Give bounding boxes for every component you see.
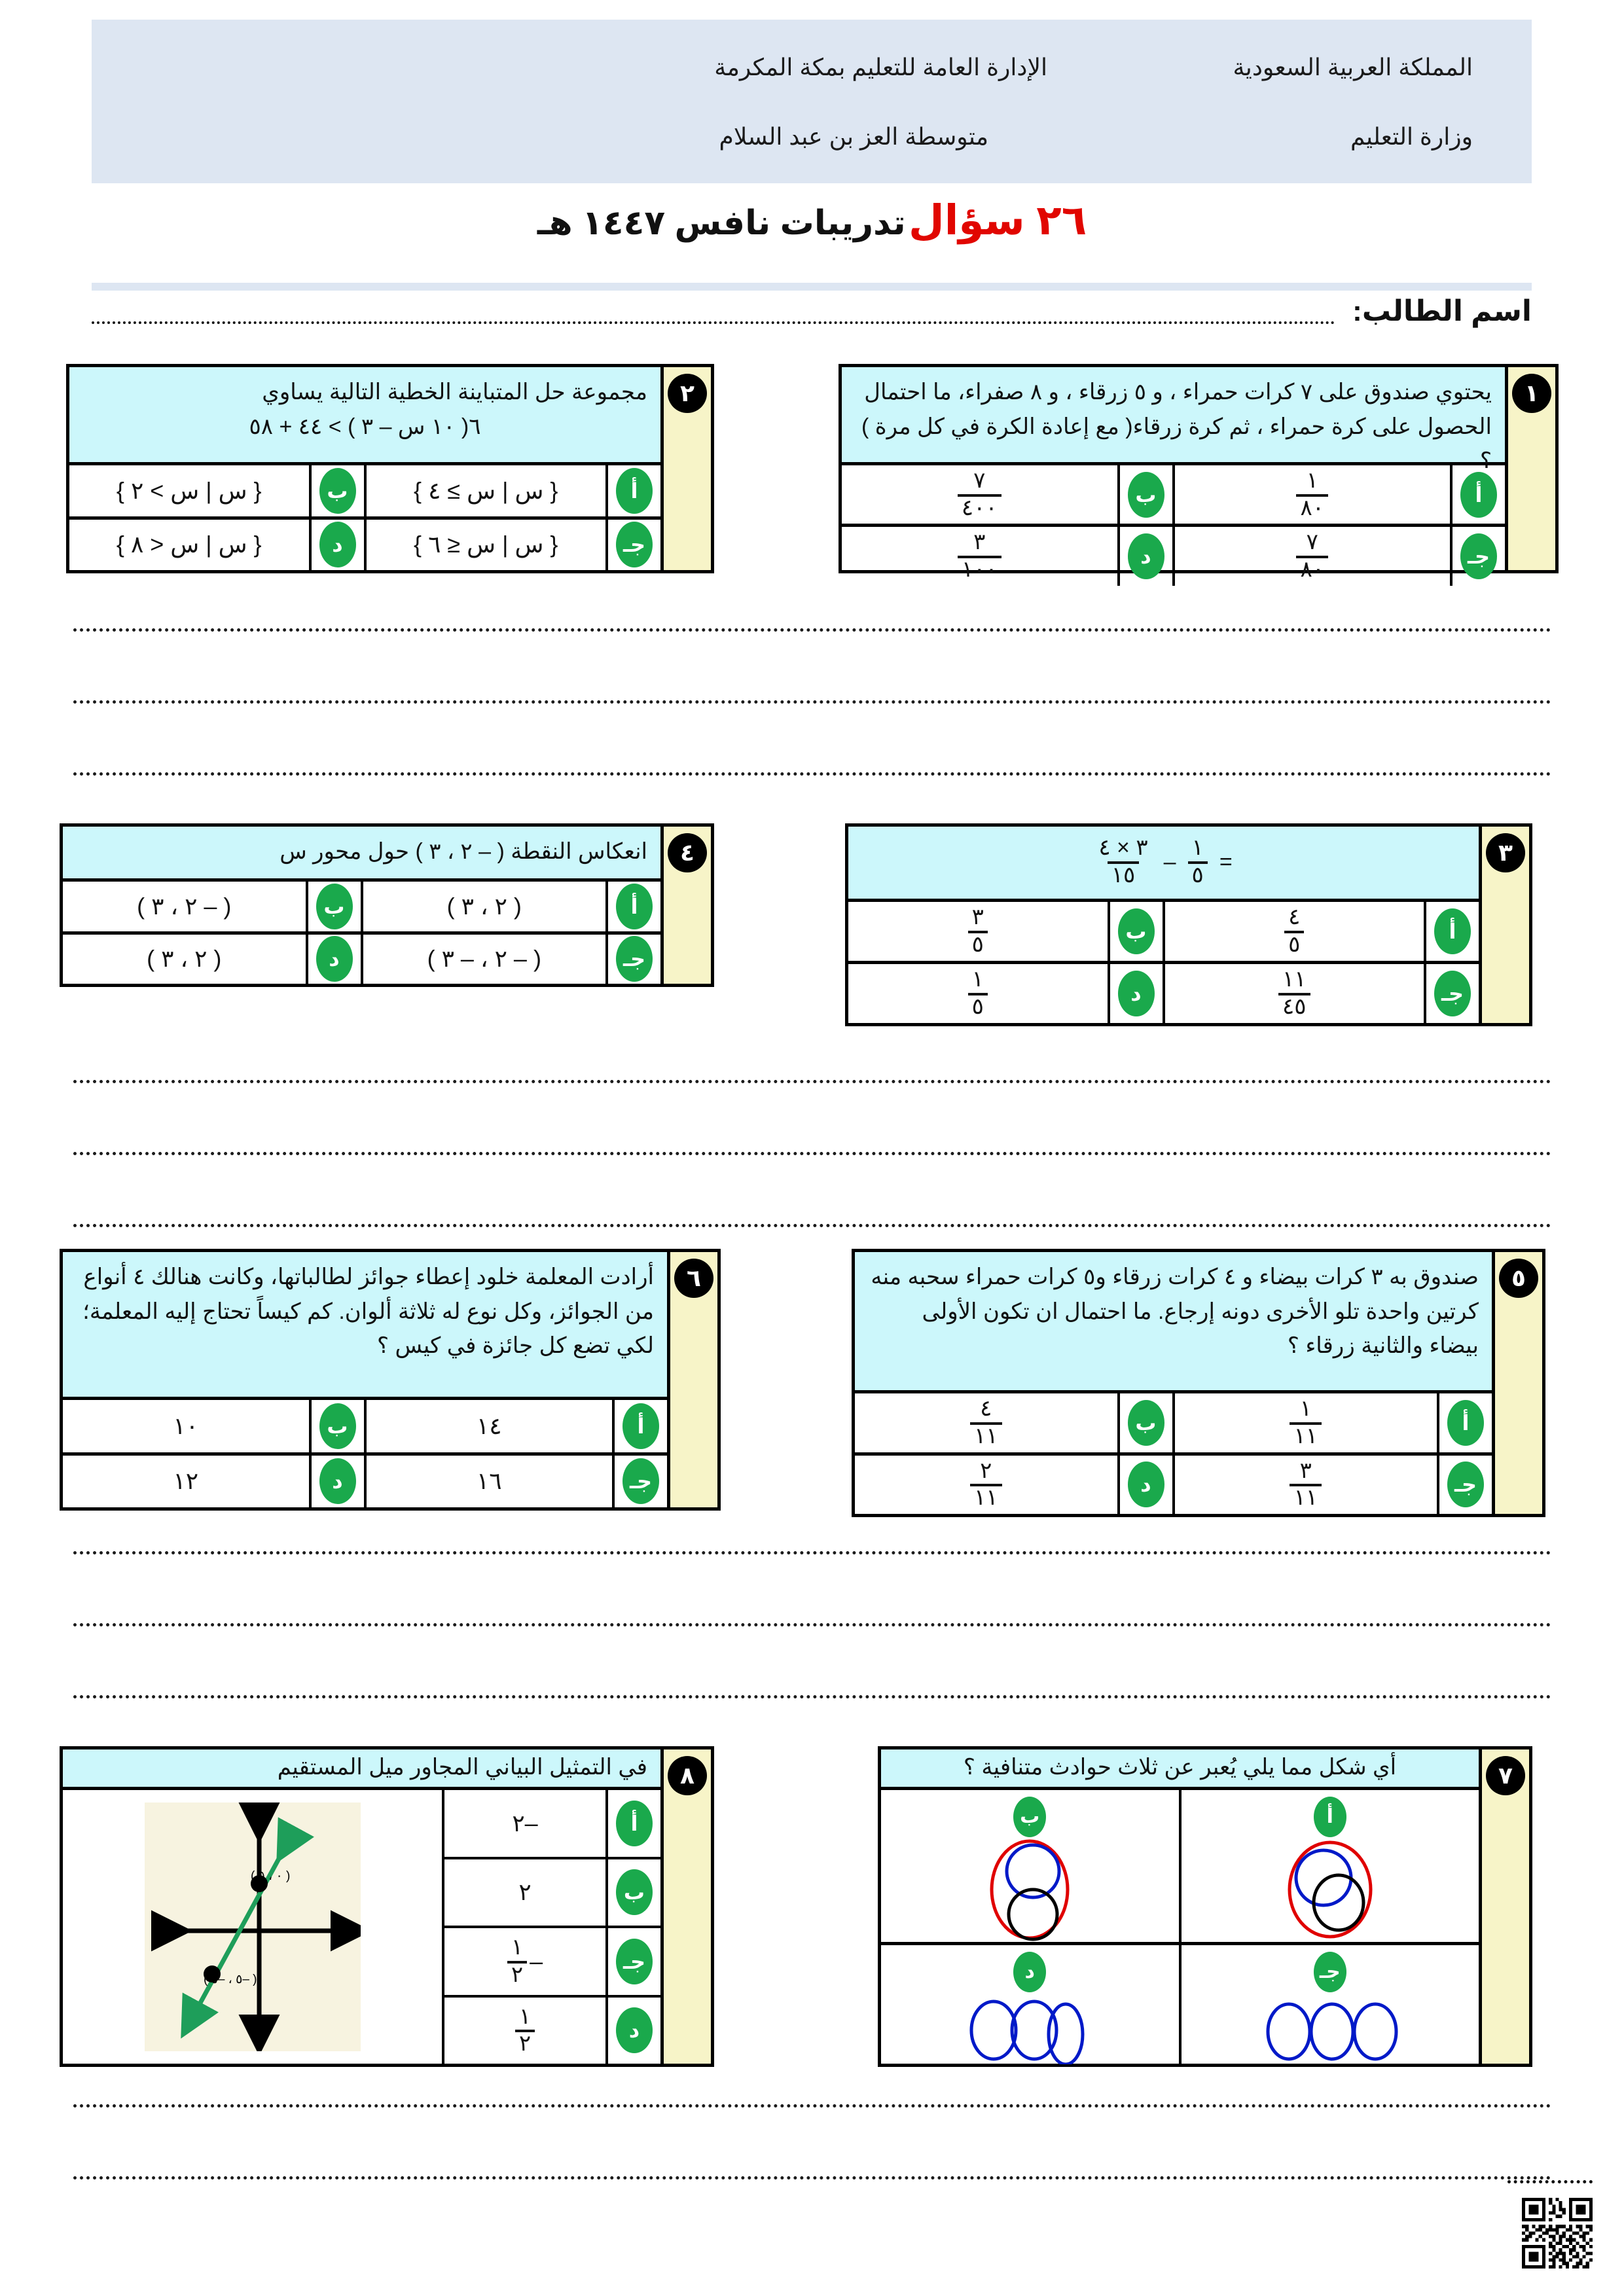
option-a[interactable]	[1165, 902, 1479, 961]
question-number-badge: ٣	[1486, 833, 1525, 872]
qr-code[interactable]	[1522, 2198, 1593, 2269]
question-stem-line1: مجموعة حل المتباينة الخطية التالية يساوي	[262, 380, 647, 404]
question-block-4	[60, 823, 714, 987]
question-number-badge: ٢	[668, 374, 707, 413]
question-number-sidebar	[1479, 1749, 1529, 2064]
option-value: $\frac{١١}{٤٥}$	[1165, 964, 1424, 1023]
option-key: أ	[605, 882, 660, 931]
option-key: جـ	[1314, 1952, 1346, 1992]
option-key: أ	[605, 1790, 660, 1857]
option-b[interactable]	[842, 465, 1175, 524]
option-d[interactable]	[63, 1456, 367, 1508]
header-directorate: الإدارة العامة للتعليم بمكة المكرمة	[714, 54, 1047, 81]
title-divider-band	[92, 283, 1532, 291]
option-key: ب	[1117, 1393, 1172, 1452]
option-d[interactable]	[855, 1456, 1175, 1514]
answer-line	[73, 628, 1551, 632]
question-block-2	[66, 364, 714, 573]
header-kingdom: المملكة العربية السعودية	[1233, 54, 1473, 81]
option-value: ( ٢ ، ٣ )	[446, 892, 522, 920]
question-number-badge: ١	[1512, 374, 1551, 413]
option-row	[881, 1942, 1479, 2064]
option-value: $\frac{٧}{٨٠}$	[1175, 527, 1451, 585]
option-c[interactable]	[1175, 1456, 1492, 1514]
option-row	[842, 465, 1505, 524]
title-question-count: ٢٦ سؤال	[909, 198, 1087, 243]
option-c[interactable]	[367, 520, 661, 571]
option-value: $\frac{١}{٨٠}$	[1175, 465, 1451, 524]
question-number-sidebar	[660, 827, 711, 984]
option-key: د	[309, 1456, 364, 1508]
option-b[interactable]	[444, 1857, 660, 1926]
option-value: ( ٢ ، ٣ )	[147, 945, 222, 973]
question-number-badge: ٧	[1486, 1756, 1525, 1795]
question-stem: أي شكل مما يلي يُعبر عن ثلاث حوادث متنافية ؟	[881, 1749, 1479, 1790]
question-stem: انعكاس النقطة ( – ٢ ، ٣ ) حول محور س	[63, 827, 660, 882]
question-number-badge: ٨	[668, 1756, 707, 1795]
option-b[interactable]	[69, 465, 367, 516]
option-key: د	[306, 935, 361, 984]
question-number-sidebar	[660, 1749, 711, 2064]
option-key: د	[309, 520, 364, 571]
option-value: { س | س ≥ ٤ }	[414, 476, 558, 504]
answer-line	[73, 1623, 1551, 1626]
question-block-7	[878, 1746, 1532, 2067]
option-value: $\frac{٤}{١١}$	[855, 1393, 1117, 1452]
option-b[interactable]	[63, 1400, 367, 1452]
option-row	[63, 1400, 667, 1452]
question-stem: يحتوي صندوق على ٧ كرات حمراء ، و ٥ زرقاء ، و ٨ صفراء، ما احتمال الحصول على كرة حمراء ، ثم كرة زرقاء( مع إعادة الكرة في كل مرة ) ؟	[842, 367, 1505, 465]
option-key: أ	[1437, 1393, 1492, 1452]
minus-sign: –	[530, 1947, 543, 1975]
option-key: جـ	[605, 935, 660, 984]
option-d[interactable]	[842, 527, 1175, 585]
option-key: د	[1117, 527, 1172, 585]
option-row	[69, 465, 660, 516]
option-value: ( – ٢ ، – ٣ )	[427, 945, 541, 973]
option-d[interactable]	[848, 964, 1165, 1023]
option-b[interactable]	[855, 1393, 1175, 1452]
option-row	[848, 961, 1479, 1023]
option-c[interactable]	[367, 1456, 668, 1508]
option-value: $\frac{٢}{١١}$	[855, 1456, 1117, 1514]
answer-line	[73, 1695, 1551, 1698]
option-d[interactable]	[881, 1945, 1182, 2064]
option-value: $\frac{١}{٥}$	[848, 964, 1108, 1023]
option-value: ١٤	[476, 1412, 502, 1439]
option-b[interactable]	[881, 1790, 1182, 1942]
qr-dots-decoration	[1507, 2180, 1593, 2187]
option-row	[842, 524, 1505, 585]
option-value: $\frac{١}{١١}$	[1175, 1393, 1437, 1452]
venn-diagram-a	[1182, 1837, 1479, 1942]
question-number-badge: ٤	[668, 833, 707, 872]
question-number-sidebar	[1505, 367, 1555, 570]
header-school: متوسطة العز بن عبد السلام	[719, 123, 988, 150]
answer-line	[73, 1080, 1551, 1083]
minus-sign: –	[1163, 849, 1176, 874]
question-block-1	[839, 364, 1559, 583]
option-key: أ	[1314, 1797, 1346, 1837]
option-value: $\frac{١}{٢}$	[444, 1998, 605, 2064]
venn-diagram-b	[881, 1837, 1179, 1942]
option-row	[69, 516, 660, 571]
question-stem-line2: ٦( ١٠ س – ٣ ) > ٤٤ + ٥٨	[249, 414, 481, 439]
option-value: $\frac{٤}{٥}$	[1165, 902, 1424, 961]
option-value: ١٦	[476, 1467, 502, 1495]
header-ministry: وزارة التعليم	[1350, 123, 1473, 150]
option-row	[881, 1790, 1479, 1942]
option-row	[63, 882, 660, 931]
question-stem: في التمثيل البياني المجاور ميل المستقيم	[63, 1749, 660, 1790]
answer-line	[73, 700, 1551, 704]
question-block-3	[845, 823, 1532, 1026]
option-a[interactable]	[1175, 465, 1506, 524]
option-value: –٢	[512, 1809, 538, 1837]
option-a[interactable]	[367, 465, 661, 516]
option-row	[63, 931, 660, 984]
option-a[interactable]	[1175, 1393, 1492, 1452]
option-b[interactable]	[63, 882, 363, 931]
question-number-sidebar	[1492, 1252, 1542, 1514]
option-key: جـ	[605, 520, 660, 571]
option-a[interactable]	[367, 1400, 668, 1452]
option-key: أ	[605, 465, 660, 516]
option-c[interactable]	[363, 935, 661, 984]
option-key: د	[605, 1998, 660, 2064]
option-value: { س | س > ٢ }	[116, 476, 262, 504]
question-number-sidebar	[667, 1252, 717, 1507]
venn-diagram-c	[1182, 1992, 1479, 2064]
option-value: $\frac{٣}{٥}$	[848, 902, 1108, 961]
option-value: { س | س < ٨ }	[116, 531, 262, 558]
option-key: د	[1108, 964, 1163, 1023]
option-value: $\frac{٣}{١٠٠}$	[842, 527, 1117, 585]
question-number-badge: ٥	[1499, 1259, 1538, 1298]
option-key: جـ	[605, 1928, 660, 1995]
point-label-a: ( ٠ ، ٥ )	[250, 1869, 290, 1883]
answer-line	[73, 2176, 1551, 2179]
student-name-row	[92, 295, 1532, 340]
student-name-label: اسم الطالب:	[1352, 295, 1532, 327]
option-b[interactable]	[848, 902, 1165, 961]
option-key: ب	[605, 1859, 660, 1926]
option-c[interactable]	[444, 1926, 660, 1995]
answer-line	[73, 1551, 1551, 1554]
option-key: أ	[1450, 465, 1505, 524]
equals-sign: =	[1219, 849, 1233, 874]
option-value: { س | س ≤ ٦ }	[414, 531, 558, 558]
option-c[interactable]	[1182, 1945, 1479, 2064]
option-value: ( – ٢ ، ٣ )	[137, 892, 232, 920]
answer-line	[73, 2104, 1551, 2108]
option-c[interactable]	[1175, 527, 1506, 585]
point-label-b: ( –٥ ، –٥ )	[203, 1973, 257, 1986]
option-a[interactable]	[1182, 1790, 1479, 1942]
question-number-badge: ٦	[674, 1259, 713, 1298]
page-title	[0, 196, 1624, 244]
option-key: د	[1013, 1952, 1046, 1992]
option-key: ب	[306, 882, 361, 931]
option-a[interactable]	[363, 882, 661, 931]
option-key: أ	[612, 1400, 667, 1452]
option-key: د	[1117, 1456, 1172, 1514]
question-stem	[848, 827, 1479, 902]
option-key: ب	[1108, 902, 1163, 961]
option-value: $\frac{٧}{٤٠٠}$	[842, 465, 1117, 524]
option-row	[855, 1452, 1492, 1514]
option-key: ب	[309, 1400, 364, 1452]
option-key: جـ	[1437, 1456, 1492, 1514]
option-value: ١٢	[173, 1467, 199, 1495]
fraction-a: $\frac{٣ \times ٤}{١٥}$	[1098, 835, 1148, 888]
option-key: جـ	[612, 1456, 667, 1508]
header-band	[92, 20, 1532, 183]
option-key: ب	[1013, 1797, 1046, 1837]
option-row	[848, 902, 1479, 961]
option-value: ٢	[518, 1878, 532, 1906]
question-block-5	[852, 1249, 1545, 1517]
option-value: – $\frac{١}{٢}$	[444, 1928, 605, 1995]
option-d[interactable]	[444, 1995, 660, 2064]
option-row	[63, 1452, 667, 1508]
option-value: ١٠	[173, 1412, 199, 1439]
option-value: $\frac{٣}{١١}$	[1175, 1456, 1437, 1514]
option-d[interactable]	[69, 520, 367, 571]
answer-line	[73, 1152, 1551, 1155]
venn-diagram-d	[881, 1992, 1179, 2064]
fraction-b: $\frac{١}{٥}$	[1188, 836, 1208, 887]
option-c[interactable]	[1165, 964, 1479, 1023]
answer-line	[73, 772, 1551, 776]
option-row	[855, 1393, 1492, 1452]
answer-line	[73, 1224, 1551, 1227]
student-name-input[interactable]	[92, 321, 1335, 324]
title-subject: تدريبات نافس ١٤٤٧ هـ	[537, 204, 906, 242]
question-stem: صندوق به ٣ كرات بيضاء و ٤ كرات زرقاء و٥ كرات حمراء سحبه منه كرتين واحدة تلو الأخرى دونه إرجاع. ما احتمال ان تكون الأولى بيضاء والثانية زرقاء ؟	[855, 1252, 1492, 1393]
question-block-8	[60, 1746, 714, 2067]
question-number-sidebar	[660, 367, 711, 570]
option-key: أ	[1424, 902, 1479, 961]
question-number-sidebar	[1479, 827, 1529, 1023]
question-stem	[69, 367, 660, 465]
slope-graph	[63, 1790, 442, 2064]
option-d[interactable]	[63, 935, 363, 984]
option-key: ب	[309, 465, 364, 516]
option-key: جـ	[1424, 964, 1479, 1023]
option-key: جـ	[1450, 527, 1505, 585]
option-key: ب	[1117, 465, 1172, 524]
option-a[interactable]	[444, 1790, 660, 1857]
question-stem: أرادت المعلمة خلود إعطاء جوائز لطالباتها، وكانت هنالك ٤ أنواع من الجوائز، وكل نوع له ثلاثة ألوان. كم كيساً تحتاج إليه المعلمة؛ لكي تضع كل جائزة في كيس ؟	[63, 1252, 667, 1400]
question-block-6	[60, 1249, 721, 1511]
